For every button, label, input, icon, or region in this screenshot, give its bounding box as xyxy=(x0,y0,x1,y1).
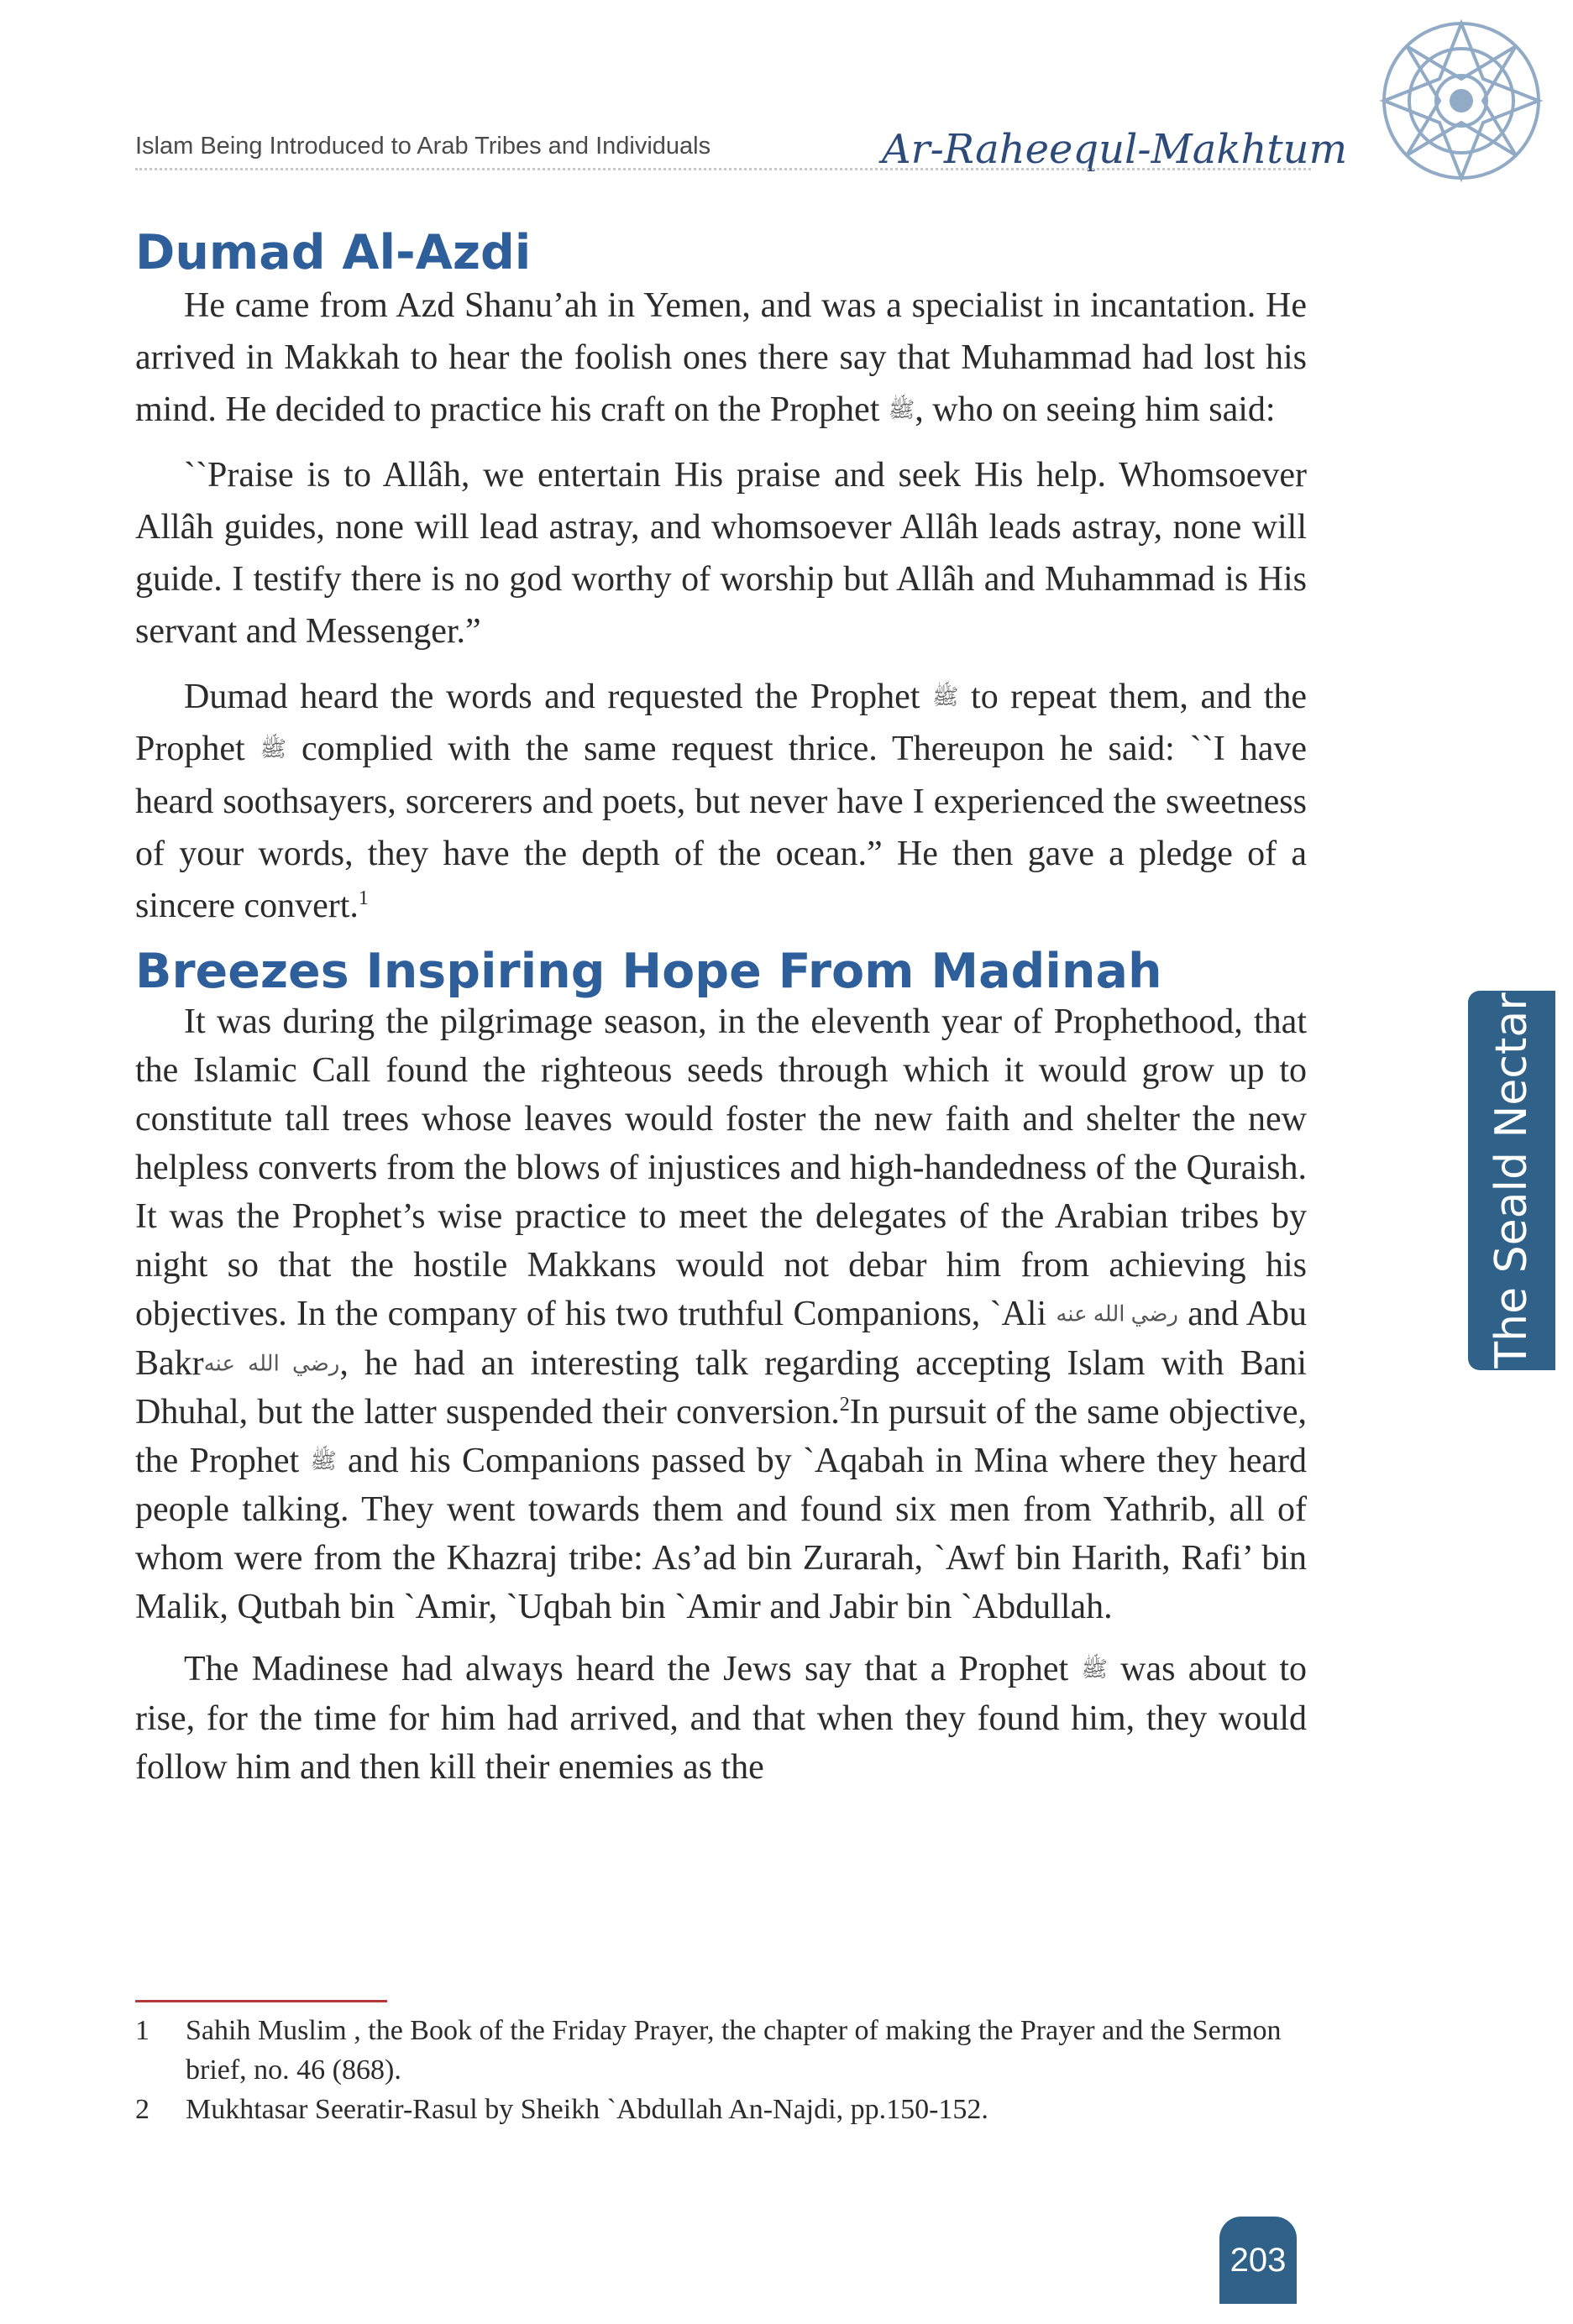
paragraph xyxy=(135,280,1307,436)
radiallah-icon: رضي الله عنه xyxy=(203,1351,340,1376)
footnote-text: Sahih Muslim , the Book of the Friday Prayer, the chapter of making the Prayer and the Sermon brief, no. 46 (868). xyxy=(186,2015,1282,2086)
footnote-number: 2 xyxy=(135,2094,149,2125)
text-run: In pursuit of the same objective, the Prophet xyxy=(135,1393,1308,1481)
footnote-number: 1 xyxy=(135,2015,149,2046)
side-tab xyxy=(1468,991,1555,1370)
footnote-text: Mukhtasar Seeratir-Rasul by Sheikh `Abdullah An-Najdi, pp.150-152. xyxy=(186,2094,988,2125)
text-run: It was during the pilgrimage season, in the eleventh year of Prophethood, that the Islamic Call found the righteous seeds through which it would grow up to constitute tall trees whose leaves would foster the new faith and shelter the new helpless converts from the blows of injustices and high-handedness of the Quraish. It was the Prophet’s wise practice to meet the delegates of the Arabian tribes by night so that the hostile Makkans would not debar him from achieving his objectives. In the company of his two truthful Companions, `Ali xyxy=(135,1002,1307,1334)
text-run: Dumad heard the words and requested the Prophet xyxy=(184,678,920,717)
page-number: 203 xyxy=(1219,2217,1297,2304)
text-run: , he had an interesting talk regarding accepting Islam with Bani Dhuhal, but the latter suspended their conversion. xyxy=(135,1343,1308,1432)
salutation-icon: ﷺ xyxy=(932,684,959,709)
text-run: , who on seeing him said: xyxy=(915,390,1276,429)
footnote-item xyxy=(135,2011,1307,2090)
side-tab-label: The Seald Nectar xyxy=(1486,992,1537,1369)
arabesque-ornament-icon xyxy=(1344,8,1562,202)
text-run: and his Companions passed by `Aqabah in Mina where they heard people talking. They went towards them and found six men from Yathrib, all of whom were from the Khazraj tribe: As’ad bin Zurarah, `Awf bin Harith, Rafi’ bin Malik, Qutbah bin `Amir, `Uqbah bin `Amir and Jabir bin `Abdullah. xyxy=(135,1442,1308,1627)
footnote-item xyxy=(135,2090,1307,2129)
text-run: He came from Azd Shanu’ah in Yemen, and was a specialist in incantation. He arrived in Makkah to hear the foolish ones there say that Muhammad had lost his mind. He decided to practice his craft on the Prophet xyxy=(135,285,1307,429)
text-run: The Madinese had always heard the Jews say that a Prophet xyxy=(184,1650,1069,1689)
paragraph xyxy=(135,1645,1307,1791)
running-header-book-title: Ar-Raheequl-Makhtum xyxy=(882,126,1348,173)
running-header-chapter: Islam Being Introduced to Arab Tribes and Individuals xyxy=(135,133,711,160)
footnote-ref[interactable]: 2 xyxy=(839,1394,850,1416)
quote-paragraph: ``Praise is to Allâh, we entertain His praise and seek His help. Whomsoever Allâh guides, none will lead astray, and whomsoever Allâh leads astray, none will guide. I testify there is no god worthy of worship but Allâh and Muhammad is His servant and Messenger.” xyxy=(135,456,1307,652)
salutation-icon: ﷺ xyxy=(310,1448,337,1473)
text-run: to repeat them, and the Prophet xyxy=(135,678,1308,769)
paragraph xyxy=(135,671,1307,932)
text-run: complied with the same request thrice. Thereupon he said: ``I have heard soothsayers, sorcerers and poets, but never have I experienced the sweetness of your words, they have the depth of the ocean.” He then gave a pledge of a sincere convert. xyxy=(135,730,1307,925)
paragraph xyxy=(135,997,1307,1631)
text-run: was about to rise, for the time for him had arrived, and that when they found him, they would follow him and then kill their enemies as the xyxy=(135,1650,1307,1787)
salutation-icon: ﷺ xyxy=(888,397,915,422)
text-run: and Abu Bakr xyxy=(135,1295,1308,1383)
footnote-ref[interactable]: 1 xyxy=(358,887,369,909)
footnotes xyxy=(135,2011,1307,2129)
page-body xyxy=(135,227,1307,1805)
footnote-divider xyxy=(135,2000,387,2002)
header-dotted-rule xyxy=(135,168,1311,170)
section-heading-breezes: Breezes Inspiring Hope From Madinah xyxy=(135,943,1162,999)
radiallah-icon: رضي الله عنه xyxy=(1056,1301,1178,1327)
section-heading-dumad: Dumad Al-Azdi xyxy=(135,225,532,280)
salutation-icon: ﷺ xyxy=(260,736,287,762)
salutation-icon: ﷺ xyxy=(1081,1657,1108,1682)
